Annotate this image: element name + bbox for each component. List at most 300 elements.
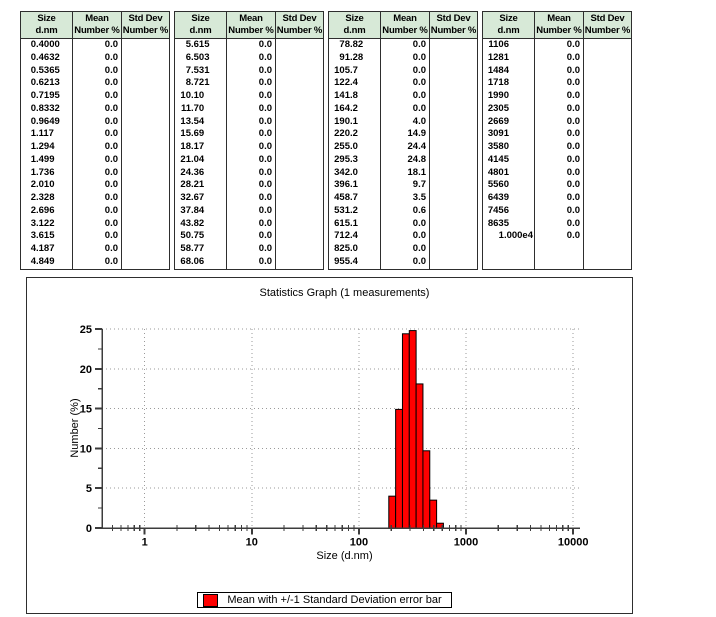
size-int-part: 396 xyxy=(334,179,350,191)
table-body xyxy=(483,39,631,269)
size-dec-part: .2 xyxy=(350,102,358,114)
size-dec-part: .70 xyxy=(191,102,205,114)
mean-value: 0.0 xyxy=(566,128,580,140)
stddev-column-header xyxy=(121,12,169,38)
size-value xyxy=(21,154,72,167)
y-tick-label: 15 xyxy=(79,403,92,416)
x-axis-label: Size (d.nm) xyxy=(316,550,373,562)
header-line-2: Number % xyxy=(228,25,274,36)
size-int-part: 6 xyxy=(185,51,191,63)
size-int-part: 2669 xyxy=(487,115,509,127)
size-dec-part: .0 xyxy=(350,166,358,178)
size-int-part: 220 xyxy=(334,128,350,140)
header-line-2: Number % xyxy=(430,25,477,36)
size-int-part: 7456 xyxy=(487,204,509,216)
size-dec-part: .2 xyxy=(350,204,358,216)
size-value xyxy=(21,116,72,129)
size-dec-part: .328 xyxy=(36,192,55,204)
mean-value: 24.8 xyxy=(407,153,426,165)
mean-value: 0.0 xyxy=(104,256,118,268)
histogram-bar xyxy=(389,496,396,528)
mean-value: 0.0 xyxy=(412,243,426,255)
histogram-bar xyxy=(396,409,403,528)
size-int-part: 4 xyxy=(30,243,36,255)
size-value xyxy=(175,218,226,231)
size-value xyxy=(21,243,72,256)
size-int-part: 0 xyxy=(30,51,36,63)
header-line-1: Mean xyxy=(393,13,417,24)
size-int-part: 4801 xyxy=(487,166,509,178)
mean-value: 9.7 xyxy=(412,179,426,191)
size-column-header xyxy=(175,12,226,38)
size-dec-part: .04 xyxy=(191,153,205,165)
mean-value: 0.0 xyxy=(566,90,580,102)
size-int-part: 50 xyxy=(180,230,191,242)
mean-value: 0.0 xyxy=(258,153,272,165)
mean-value: 0.0 xyxy=(258,217,272,229)
size-dec-part: .82 xyxy=(350,39,364,50)
mean-value: 0.0 xyxy=(566,230,580,242)
size-int-part: 825 xyxy=(334,243,350,255)
mean-value: 0.0 xyxy=(258,204,272,216)
size-value xyxy=(21,39,72,52)
mean-value: 0.0 xyxy=(104,115,118,127)
size-int-part: 32 xyxy=(180,192,191,204)
mean-value: 24.4 xyxy=(407,141,426,153)
table-header-row xyxy=(483,12,631,39)
histogram-bar xyxy=(416,384,423,528)
data-table-2 xyxy=(174,11,324,270)
size-value xyxy=(175,65,226,78)
size-dec-part: .010 xyxy=(36,179,55,191)
header-line-1: Size xyxy=(191,13,210,24)
size-value xyxy=(329,256,380,269)
table-body xyxy=(175,39,323,269)
size-value xyxy=(175,141,226,154)
mean-value: 0.0 xyxy=(412,39,426,50)
mean-value: 4.0 xyxy=(412,115,426,127)
size-value xyxy=(175,230,226,243)
header-line-2: d.nm xyxy=(189,25,212,36)
size-value xyxy=(175,77,226,90)
header-line-1: Size xyxy=(37,13,56,24)
y-tick-label: 0 xyxy=(85,523,92,535)
stddev-column xyxy=(275,39,323,269)
size-value xyxy=(21,52,72,65)
size-int-part: 8635 xyxy=(487,217,509,229)
size-value xyxy=(329,90,380,103)
stddev-column xyxy=(121,39,169,269)
mean-column xyxy=(380,39,429,269)
size-value xyxy=(175,116,226,129)
size-int-part: 1281 xyxy=(487,51,509,63)
size-dec-part: .10 xyxy=(191,90,205,102)
mean-column-header xyxy=(72,12,121,38)
size-value xyxy=(483,141,534,154)
mean-value: 0.0 xyxy=(566,102,580,114)
data-table-4 xyxy=(482,11,632,270)
size-int-part: 7 xyxy=(185,64,191,76)
size-value xyxy=(175,52,226,65)
mean-column xyxy=(226,39,275,269)
x-tick-label: 1000 xyxy=(453,536,479,549)
y-tick-label: 5 xyxy=(85,483,92,496)
size-dec-part: .17 xyxy=(191,141,205,153)
mean-value: 0.0 xyxy=(566,217,580,229)
size-value xyxy=(483,128,534,141)
size-int-part: 4145 xyxy=(487,153,509,165)
size-int-part: 2 xyxy=(30,179,36,191)
size-column xyxy=(483,39,534,269)
size-dec-part: .3 xyxy=(350,153,358,165)
size-int-part: 0 xyxy=(30,90,36,102)
mean-value: 0.0 xyxy=(258,64,272,76)
size-value xyxy=(21,90,72,103)
mean-value: 0.0 xyxy=(104,51,118,63)
size-dec-part: .4 xyxy=(350,256,358,268)
size-dec-part: .4632 xyxy=(36,51,60,63)
size-dec-part: .7 xyxy=(350,192,358,204)
size-int-part: 0 xyxy=(30,64,36,76)
size-int-part: 0 xyxy=(30,39,36,50)
header-line-1: Mean xyxy=(239,13,263,24)
size-int-part: 2 xyxy=(30,204,36,216)
size-value xyxy=(21,103,72,116)
header-line-2: d.nm xyxy=(497,25,520,36)
mean-column xyxy=(72,39,121,269)
table-body xyxy=(329,39,477,269)
mean-value: 0.0 xyxy=(566,192,580,204)
size-value xyxy=(483,77,534,90)
size-dec-part: .4 xyxy=(350,77,358,89)
statistics-chart xyxy=(27,278,632,613)
size-value xyxy=(483,192,534,205)
size-int-part: 3 xyxy=(30,230,36,242)
mean-value: 0.0 xyxy=(258,39,272,50)
size-dec-part: .696 xyxy=(36,204,55,216)
size-int-part: 18 xyxy=(180,141,191,153)
size-int-part: 141 xyxy=(334,90,350,102)
size-dec-part: .503 xyxy=(191,51,210,63)
size-int-part: 1 xyxy=(30,153,36,165)
mean-column-header xyxy=(534,12,583,38)
size-int-part: 342 xyxy=(334,166,350,178)
size-value xyxy=(483,218,534,231)
mean-value: 0.0 xyxy=(412,51,426,63)
size-dec-part: .187 xyxy=(36,243,55,255)
mean-value: 0.0 xyxy=(412,217,426,229)
size-value xyxy=(21,167,72,180)
mean-value: 18.1 xyxy=(407,166,426,178)
header-line-2: d.nm xyxy=(343,25,366,36)
size-int-part: 615 xyxy=(334,217,350,229)
mean-value: 0.0 xyxy=(412,256,426,268)
header-line-1: Size xyxy=(345,13,364,24)
size-dec-part: .294 xyxy=(36,141,55,153)
size-value xyxy=(21,205,72,218)
size-dec-part: .84 xyxy=(191,204,205,216)
mean-value: 0.0 xyxy=(258,179,272,191)
size-value xyxy=(21,128,72,141)
size-dec-part: .8332 xyxy=(36,102,60,114)
size-dec-part: .8 xyxy=(350,90,358,102)
size-value xyxy=(483,167,534,180)
header-line-1: Mean xyxy=(85,13,109,24)
histogram-bar xyxy=(409,331,416,528)
mean-value: 0.0 xyxy=(566,153,580,165)
header-line-1: Std Dev xyxy=(590,13,625,24)
mean-value: 0.0 xyxy=(566,64,580,76)
size-value xyxy=(175,128,226,141)
size-value xyxy=(21,230,72,243)
axes xyxy=(102,329,580,528)
size-dec-part: .615 xyxy=(191,39,210,50)
size-int-part: 5 xyxy=(185,39,191,50)
header-line-1: Std Dev xyxy=(282,13,317,24)
mean-value: 0.0 xyxy=(104,230,118,242)
mean-value: 0.0 xyxy=(104,192,118,204)
mean-value: 0.0 xyxy=(258,166,272,178)
header-line-2: Number % xyxy=(584,25,631,36)
histogram-bar xyxy=(423,451,430,528)
size-value xyxy=(329,230,380,243)
size-dec-part: .0 xyxy=(350,141,358,153)
size-dec-part: .5365 xyxy=(36,64,60,76)
mean-value: 0.0 xyxy=(104,39,118,50)
stddev-column xyxy=(583,39,631,269)
table-body xyxy=(21,39,169,269)
size-dec-part: .849 xyxy=(36,256,55,268)
size-value xyxy=(21,256,72,269)
mean-value: 0.0 xyxy=(104,77,118,89)
size-int-part: 1990 xyxy=(487,90,509,102)
header-line-1: Size xyxy=(499,13,518,24)
size-int-part: 13 xyxy=(180,115,191,127)
chart-title: Statistics Graph (1 measurements) xyxy=(259,287,430,299)
size-value xyxy=(483,205,534,218)
size-int-part: 10 xyxy=(180,90,191,102)
size-int-part: 28 xyxy=(180,179,191,191)
data-table-1 xyxy=(20,11,170,270)
mean-value: 0.0 xyxy=(566,39,580,50)
size-int-part: 3 xyxy=(30,217,36,229)
size-dec-part: .721 xyxy=(191,77,210,89)
size-value xyxy=(175,243,226,256)
mean-value: 0.0 xyxy=(258,230,272,242)
size-value xyxy=(329,192,380,205)
size-dec-part: .117 xyxy=(36,128,54,140)
size-value xyxy=(175,179,226,192)
size-dec-part: .9649 xyxy=(36,115,60,127)
size-int-part: 3091 xyxy=(487,128,509,140)
size-int-part: 1 xyxy=(30,141,36,153)
size-value xyxy=(483,116,534,129)
size-int-part: 11 xyxy=(180,102,191,114)
size-int-part: 122 xyxy=(334,77,350,89)
mean-value: 0.0 xyxy=(258,90,272,102)
mean-value: 0.0 xyxy=(258,141,272,153)
size-value xyxy=(483,154,534,167)
size-int-part: 2 xyxy=(30,192,36,204)
header-line-1: Mean xyxy=(547,13,571,24)
size-int-part: 3580 xyxy=(487,141,509,153)
y-tick-label: 10 xyxy=(79,443,92,456)
size-dec-part: .7 xyxy=(350,64,358,76)
mean-value: 0.0 xyxy=(104,153,118,165)
size-int-part: 6439 xyxy=(487,192,509,204)
mean-value: 0.0 xyxy=(104,243,118,255)
size-dec-part: .67 xyxy=(191,192,205,204)
size-value xyxy=(175,192,226,205)
size-value xyxy=(21,65,72,78)
size-int-part: 37 xyxy=(180,204,191,216)
size-dec-part: .4 xyxy=(350,230,358,242)
header-line-2: Number % xyxy=(536,25,582,36)
size-value xyxy=(483,52,534,65)
size-int-part: 24 xyxy=(180,166,191,178)
size-int-part: 0 xyxy=(30,77,36,89)
size-dec-part: .2 xyxy=(350,128,358,140)
header-line-2: Number % xyxy=(382,25,428,36)
mean-value: 0.0 xyxy=(566,115,580,127)
size-dec-part: .122 xyxy=(36,217,55,229)
size-int-part: 105 xyxy=(334,64,350,76)
mean-value: 0.0 xyxy=(104,166,118,178)
size-value xyxy=(329,77,380,90)
mean-column xyxy=(534,39,583,269)
header-line-1: Std Dev xyxy=(128,13,163,24)
header-line-1: Std Dev xyxy=(436,13,471,24)
size-int-part: 2305 xyxy=(487,102,509,114)
size-value xyxy=(175,154,226,167)
size-value xyxy=(21,141,72,154)
size-value xyxy=(175,205,226,218)
mean-value: 0.0 xyxy=(258,51,272,63)
stddev-column-header xyxy=(429,12,477,38)
size-value xyxy=(483,39,534,52)
size-value xyxy=(329,52,380,65)
size-value xyxy=(21,179,72,192)
size-value xyxy=(175,103,226,116)
size-dec-part: .6213 xyxy=(36,77,60,89)
mean-column-header xyxy=(226,12,275,38)
mean-value: 0.6 xyxy=(412,204,426,216)
size-column xyxy=(21,39,72,269)
size-dec-part: .1 xyxy=(350,217,358,229)
x-tick-label: 10 xyxy=(245,536,258,549)
size-int-part: 58 xyxy=(180,243,191,255)
mean-value: 14.9 xyxy=(407,128,426,140)
size-value xyxy=(329,167,380,180)
mean-value: 0.0 xyxy=(104,64,118,76)
size-int-part: 21 xyxy=(180,153,191,165)
size-int-part: 955 xyxy=(334,256,350,268)
chart-legend xyxy=(197,592,452,608)
size-dec-part: .531 xyxy=(191,64,210,76)
bars xyxy=(389,331,444,528)
stddev-column-header xyxy=(275,12,323,38)
size-value xyxy=(175,256,226,269)
mean-value: 0.0 xyxy=(104,141,118,153)
size-dec-part: .36 xyxy=(191,166,205,178)
size-value xyxy=(483,65,534,78)
header-line-2: Number % xyxy=(276,25,323,36)
legend-label: Mean with +/-1 Standard Deviation error bar xyxy=(227,594,442,606)
size-value: 1.000e4 xyxy=(498,230,533,242)
size-dec-part: .1 xyxy=(350,179,358,191)
mean-value: 0.0 xyxy=(104,204,118,216)
mean-value: 0.0 xyxy=(412,230,426,242)
size-value xyxy=(21,192,72,205)
mean-value: 0.0 xyxy=(566,141,580,153)
size-value xyxy=(329,218,380,231)
size-dec-part: .736 xyxy=(36,166,55,178)
size-value xyxy=(329,65,380,78)
y-tick-label: 25 xyxy=(79,324,92,336)
size-int-part: 1484 xyxy=(487,64,509,76)
size-value xyxy=(329,179,380,192)
mean-value: 0.0 xyxy=(258,115,272,127)
size-int-part: 78 xyxy=(339,39,350,50)
mean-value: 0.0 xyxy=(258,77,272,89)
size-int-part: 712 xyxy=(334,230,350,242)
size-int-part: 0 xyxy=(30,102,36,114)
table-header-row xyxy=(21,12,169,39)
size-int-part: 531 xyxy=(334,204,350,216)
mean-value: 0.0 xyxy=(566,51,580,63)
size-column xyxy=(329,39,380,269)
header-line-2: Number % xyxy=(74,25,120,36)
size-dec-part: .499 xyxy=(36,153,55,165)
mean-value: 0.0 xyxy=(258,256,272,268)
mean-value: 0.0 xyxy=(566,166,580,178)
size-int-part: 255 xyxy=(334,141,350,153)
mean-value: 0.0 xyxy=(258,192,272,204)
size-int-part: 164 xyxy=(334,102,350,114)
size-value xyxy=(483,90,534,103)
size-int-part: 1718 xyxy=(487,77,509,89)
stddev-column xyxy=(429,39,477,269)
size-value xyxy=(329,39,380,52)
legend-swatch xyxy=(203,594,218,607)
mean-value: 0.0 xyxy=(412,90,426,102)
y-axis-label: Number (%) xyxy=(69,398,81,458)
gridlines xyxy=(102,329,580,528)
size-value xyxy=(175,90,226,103)
size-value xyxy=(175,167,226,180)
size-int-part: 4 xyxy=(30,256,36,268)
size-int-part: 1106 xyxy=(488,39,509,50)
y-axis-ticks xyxy=(80,324,102,535)
distribution-tables xyxy=(20,11,632,270)
mean-value: 0.0 xyxy=(566,204,580,216)
size-value xyxy=(483,103,534,116)
size-dec-part: .615 xyxy=(36,230,55,242)
size-value xyxy=(175,39,226,52)
size-column-header xyxy=(21,12,72,38)
size-dec-part: .82 xyxy=(191,217,205,229)
mean-value: 0.0 xyxy=(258,102,272,114)
mean-value: 0.0 xyxy=(104,217,118,229)
mean-value: 3.5 xyxy=(412,192,426,204)
stddev-column-header xyxy=(583,12,631,38)
size-dec-part: .06 xyxy=(191,256,205,268)
size-column xyxy=(175,39,226,269)
size-int-part: 295 xyxy=(334,153,350,165)
mean-value: 0.0 xyxy=(104,102,118,114)
mean-value: 0.0 xyxy=(104,179,118,191)
size-dec-part: .7195 xyxy=(36,90,60,102)
